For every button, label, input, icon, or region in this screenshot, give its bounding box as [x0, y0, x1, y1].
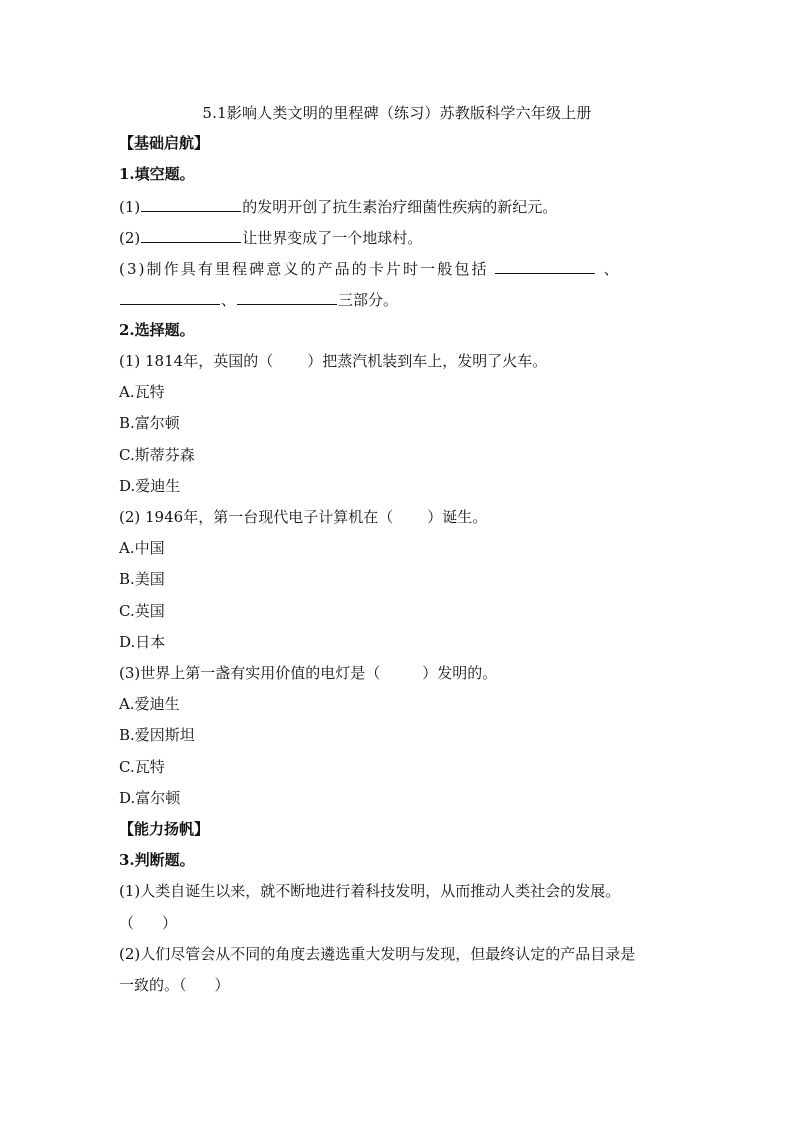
q2-item-1-option-a: A.瓦特 [119, 383, 165, 401]
q3-item-2-line-1: (2)人们尽管会从不同的角度去遴选重大发明与发现，但最终认定的产品目录是 [119, 945, 636, 963]
q2-item-2-option-a: A.中国 [119, 539, 165, 557]
q1-item-3-line-2 [119, 289, 679, 310]
section-ability-heading: 【能力扬帆】 [119, 820, 210, 838]
q2-item-2-stem-a: (2) 1946年，第一台现代电子计算机在（ [119, 508, 394, 526]
q1-item-1-blank[interactable] [141, 196, 241, 212]
q3-heading: 3.判断题。 [119, 851, 195, 869]
q1-item-3-blank-3[interactable] [237, 289, 337, 305]
q2-item-2-option-d: D.日本 [119, 633, 166, 651]
q3-item-2-text: 一致的。（ [119, 976, 187, 994]
q1-item-3-sep-2: 、 [221, 291, 237, 309]
section-basic-heading: 【基础启航】 [119, 134, 210, 152]
q2-item-2-option-b: B.美国 [119, 570, 165, 588]
q2-heading: 2.选择题。 [119, 321, 195, 339]
q2-item-3-option-c: C.瓦特 [119, 758, 165, 776]
page-title: 5.1影响人类文明的里程碑（练习）苏教版科学六年级上册 [202, 104, 592, 122]
q3-item-2-paren-close: ） [214, 976, 230, 994]
q1-item-2-blank[interactable] [141, 227, 241, 243]
q1-item-2-text: 让世界变成了一个地球村。 [242, 229, 423, 247]
q2-item-2-stem-b: ）诞生。 [427, 508, 488, 526]
q3-item-1-paren-close: ） [162, 914, 178, 932]
q2-item-1-option-d: D.爱迪生 [119, 477, 181, 495]
q1-item-3-text: (3)制作具有里程碑意义的产品的卡片时一般包括 [119, 260, 489, 278]
q1-item-1-number: (1) [119, 198, 141, 216]
q1-item-2 [119, 227, 679, 248]
q1-item-3-blank-2[interactable] [120, 289, 220, 305]
q3-item-1-text: (1)人类自诞生以来，就不断地进行着科技发明，从而推动人类社会的发展。 [119, 882, 621, 900]
q2-item-1-option-b: B.富尔顿 [119, 414, 180, 432]
q3-item-1-answer [119, 913, 679, 933]
q2-item-1-option-c: C.斯蒂芬森 [119, 446, 195, 464]
q2-item-3-option-a: A.爱迪生 [119, 695, 180, 713]
q3-item-2-line-2 [119, 975, 679, 995]
q2-item-2-stem [119, 507, 679, 527]
q2-item-3-option-d: D.富尔顿 [119, 789, 181, 807]
q1-item-2-number: (2) [119, 229, 141, 247]
q1-item-3-line-1 [119, 258, 679, 279]
q3-item-1-paren-open: （ [119, 914, 135, 932]
q2-item-3-stem-a: (3)世界上第一盏有实用价值的电灯是（ [119, 664, 381, 682]
q2-item-1-stem-b: ）把蒸汽机装到车上，发明了火车。 [307, 352, 548, 370]
q1-item-1-text: 的发明开创了抗生素治疗细菌性疾病的新纪元。 [242, 198, 558, 216]
q1-item-3-end: 三部分。 [338, 291, 399, 309]
q1-heading: 1.填空题。 [119, 165, 195, 183]
q2-item-3-stem [119, 663, 679, 683]
q2-item-1-stem-a: (1) 1814年，英国的（ [119, 352, 274, 370]
q2-item-2-option-c: C.英国 [119, 602, 165, 620]
q2-item-3-stem-b: ）发明的。 [422, 664, 498, 682]
q1-item-3-blank-1[interactable] [495, 258, 595, 274]
q2-item-1-stem [119, 351, 679, 371]
q1-item-3-sep-1: 、 [603, 260, 621, 278]
q1-item-1 [119, 196, 679, 217]
q2-item-3-option-b: B.爱因斯坦 [119, 726, 195, 744]
